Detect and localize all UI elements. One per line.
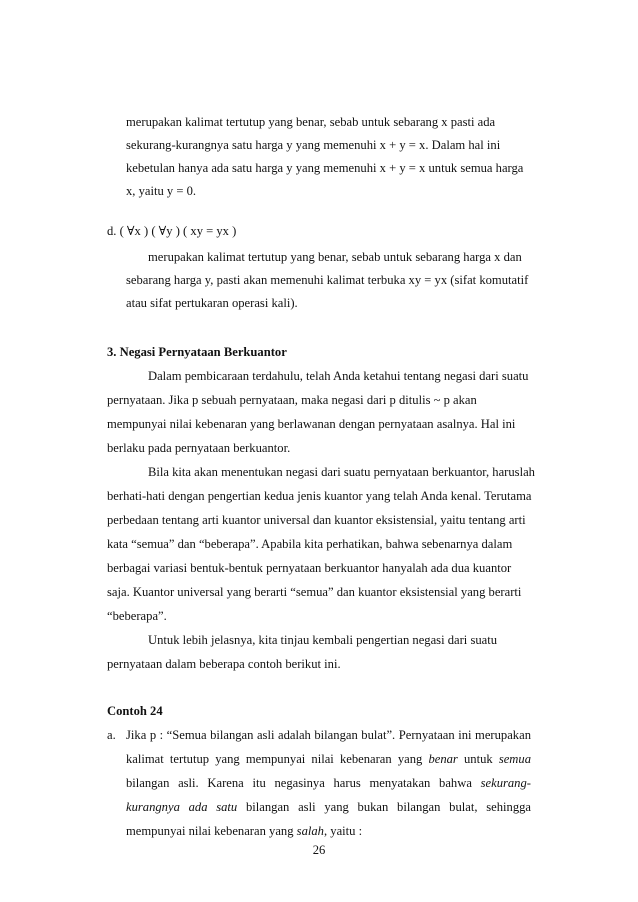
- example-title: Contoh 24: [107, 704, 163, 718]
- paragraph-line: berlaku pada pernyataan berkuantor.: [107, 441, 291, 455]
- paragraph-line: kebetulan hanya ada satu harga y yang memenuhi x + y = x untuk semua harga: [126, 161, 524, 175]
- item-a-label: a.: [107, 728, 116, 742]
- paragraph-line: pernyataan. Jika p sebuah pernyataan, maka negasi dari p ditulis ~ p akan: [107, 393, 477, 407]
- example-line: Jika p : “Semua bilangan asli adalah bilangan bulat”. Pernyataan ini merupakan: [126, 728, 531, 742]
- paragraph-line: mempunyai nilai kebenaran yang berlawanan dengan pernyataan asalnya. Hal ini: [107, 417, 516, 431]
- paragraph-line: Untuk lebih jelasnya, kita tinjau kembali pengertian negasi dari suatu: [148, 633, 498, 647]
- paragraph-line: perbedaan tentang arti kuantor universal dan kuantor eksistensial, yaitu tentang arti: [107, 513, 526, 527]
- paragraph-line: merupakan kalimat tertutup yang benar, sebab untuk sebarang harga x dan: [148, 250, 522, 264]
- paragraph-line: x, yaitu y = 0.: [126, 184, 197, 198]
- page-number: 26: [312, 843, 326, 857]
- paragraph-line: Bila kita akan menentukan negasi dari suatu pernyataan berkuantor, haruslah: [148, 465, 535, 479]
- example-line: kalimat tertutup yang mempunyai nilai kebenaran yang benar untuk semua: [126, 752, 531, 766]
- example-line: bilangan asli. Karena itu negasinya harus menyatakan bahwa sekurang-: [126, 776, 531, 790]
- paragraph-line: Dalam pembicaraan terdahulu, telah Anda ketahui tentang negasi dari suatu: [148, 369, 529, 383]
- paragraph-line: saja. Kuantor universal yang berarti “semua” dan kuantor eksistensial yang berarti: [107, 585, 522, 599]
- paragraph-line: “beberapa”.: [107, 609, 167, 623]
- example-line: mempunyai nilai kebenaran yang salah, yaitu :: [126, 824, 363, 838]
- paragraph-line: merupakan kalimat tertutup yang benar, sebab untuk sebarang x pasti ada: [126, 115, 496, 129]
- paragraph-line: kata “semua” dan “beberapa”. Apabila kita perhatikan, bahwa sebenarnya dalam: [107, 537, 513, 551]
- paragraph-line: sebarang harga y, pasti akan memenuhi kalimat terbuka xy = yx (sifat komutatif: [126, 273, 529, 287]
- paragraph-line: atau sifat pertukaran operasi kali).: [126, 296, 298, 310]
- example-line: kurangnya ada satu bilangan asli yang bukan bilangan bulat, sehingga: [126, 800, 531, 814]
- item-d-heading: d. ( ∀x ) ( ∀y ) ( xy = yx ): [107, 224, 237, 238]
- paragraph-line: sekurang-kurangnya satu harga y yang memenuhi x + y = x. Dalam hal ini: [126, 138, 501, 152]
- paragraph-line: berbagai variasi bentuk-bentuk pernyataan berkuantor hanyalah ada dua kuantor: [107, 561, 512, 575]
- section-title: 3. Negasi Pernyataan Berkuantor: [107, 345, 287, 359]
- paragraph-line: berhati-hati dengan pengertian kedua jenis kuantor yang telah Anda kenal. Terutama: [107, 489, 532, 503]
- paragraph-line: pernyataan dalam beberapa contoh berikut ini.: [107, 657, 341, 671]
